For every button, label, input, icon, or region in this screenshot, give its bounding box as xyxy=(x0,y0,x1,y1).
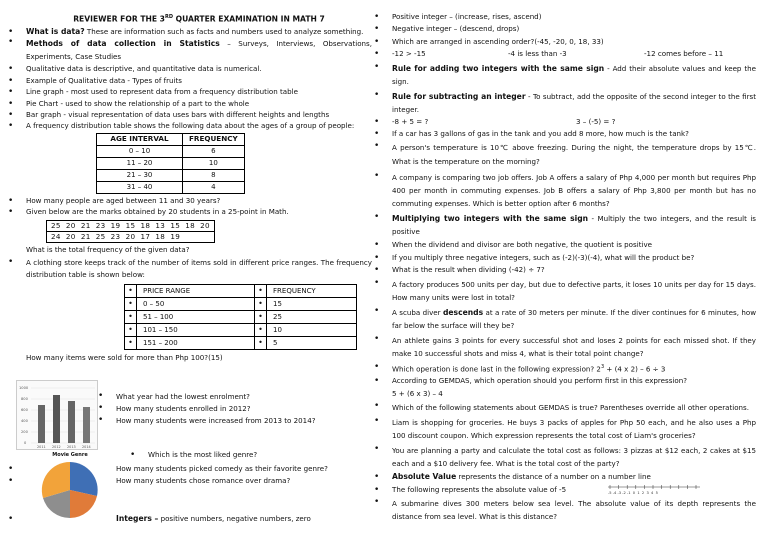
list-item: • Which operation is done last in the following expression? $2^3 + (4$ x 2) – 6 ÷ 3 xyxy=(392,362,756,375)
number-line-labels: -5 -4 -3 -2 -1 0 1 2 3 4 5 xyxy=(608,490,658,495)
table-cell: 8 xyxy=(183,169,245,181)
pie-questions xyxy=(116,463,328,487)
bullet-marks: • • xyxy=(8,464,14,486)
list-item: How many students chose romance over drama? xyxy=(116,476,291,485)
list-item: • Absolute Value represents the distance of a number on a number line xyxy=(392,472,756,482)
bar xyxy=(83,407,90,443)
table-cell: 25 xyxy=(267,310,357,323)
table-cell: 0 – 10 xyxy=(97,145,183,157)
list-item: • Example of Qualitative data - Types of fruits xyxy=(26,76,372,86)
list-item: How many students picked comedy as their favorite genre? xyxy=(116,464,328,473)
bar-chart-svg xyxy=(17,381,99,451)
list-item: • The following represents the absolute value of -5 -5 -4 -3 -2 -1 0 1 2 3 4 5 xyxy=(392,485,756,495)
price-frequency-table xyxy=(124,284,357,350)
table-cell: 51 – 100 xyxy=(137,310,255,323)
left-column xyxy=(26,12,372,363)
bar-chart-image xyxy=(16,380,98,450)
pie-slice xyxy=(70,462,98,496)
list-item: • What year had the lowest enrolment? xyxy=(116,391,315,403)
list-item: • You are planning a party and calculate the total cost as follows: 3 pizzas at $12 each, 2 cakes at $15 each and a $10 delivery fee. What is the total cost of the party? xyxy=(392,444,756,470)
pie-chart-svg xyxy=(30,458,110,522)
table-header: FREQUENCY xyxy=(267,284,357,297)
list-item: • A clothing store keeps track of the number of items sold in different price ranges. The frequency distribution table is shown below: xyxy=(26,257,372,282)
table-cell: 5 xyxy=(267,336,357,349)
bar xyxy=(53,395,60,443)
list-item: • Negative integer – (descend, drops) xyxy=(392,24,756,34)
integers-line: • Integers – positive numbers, negative numbers, zero xyxy=(8,514,311,524)
table-row xyxy=(97,169,245,181)
table-cell: 11 – 20 xyxy=(97,157,183,169)
bar-questions xyxy=(116,391,315,427)
table-row xyxy=(97,145,245,157)
list-item: • Qualitative data is descriptive, and quantitative data is numerical. xyxy=(26,64,372,74)
table-header: AGE INTERVAL xyxy=(97,133,183,145)
list-item: • How many people are aged between 11 and 30 years? xyxy=(26,196,372,206)
number-line-svg xyxy=(606,483,702,495)
number-line xyxy=(606,483,702,495)
page-title: REVIEWER FOR THE 3RD QUARTER EXAMINATION IN MATH 7 xyxy=(73,14,325,24)
list-item: • How many students were increased from 2013 to 2014? xyxy=(116,415,315,427)
table-row: • 51 – 100 • 25 xyxy=(125,310,357,323)
list-item: • An athlete gains 3 points for every successful shot and loses 2 points for each missed shot. If they make 10 successful shots and miss 4, what is their total point change? xyxy=(392,334,756,360)
tick-label: 400 xyxy=(21,419,28,423)
table-cell: 10 xyxy=(267,323,357,336)
pie-q1 xyxy=(148,450,257,459)
tick-label: 2013 xyxy=(67,445,76,449)
table-row: • 151 – 200 • 5 xyxy=(125,336,357,349)
list-item: • According to GEMDAS, which operation should you perform first in this expression? xyxy=(392,376,756,386)
table-cell: 151 – 200 xyxy=(137,336,255,349)
list-item: • Multiplying two integers with the same sign - Multiply the two integers, and the result is positive xyxy=(392,212,756,238)
tick-label: 600 xyxy=(21,408,28,412)
table-cell: 10 xyxy=(183,157,245,169)
table-cell: 24 20 21 25 23 20 17 18 19 xyxy=(47,232,215,243)
tick-label: 2011 xyxy=(37,445,46,449)
table-cell: 31 – 40 xyxy=(97,181,183,193)
pie-title: Movie Genre xyxy=(52,452,88,458)
list-item: • A company is comparing two job offers. Job A offers a salary of Php 4,000 per month but requires Php 400 per month in commuting expenses. Job B offers a salary of Php 3,800 per month but has no commuting expenses. Which is better option after 6 months? xyxy=(392,171,756,210)
bar xyxy=(68,401,75,443)
table-row: • 0 – 50 • 15 xyxy=(125,297,357,310)
tick-label: 800 xyxy=(21,397,28,401)
list-item: • Rule for subtracting an integer - To subtract, add the opposite of the second integer to the first integer. xyxy=(392,90,756,116)
table-row: • 101 – 150 • 10 xyxy=(125,323,357,336)
list-item: • Line graph - most used to represent data from a frequency distribution table xyxy=(26,87,372,97)
list-item: • What is data? These are information such as facts and numbers used to analyze something. xyxy=(26,27,372,37)
right-column xyxy=(392,12,756,523)
table-cell: 4 xyxy=(183,181,245,193)
table-row: • PRICE RANGE • FREQUENCY xyxy=(125,284,357,297)
table-row xyxy=(47,232,215,243)
table-cell: 15 xyxy=(267,297,357,310)
list-item: • Which of the following statements about GEMDAS is true? Parentheses override all other operations. xyxy=(392,401,756,414)
list-item: • If you multiply three negative integers, such as (-2)(-3)(-4), what will the product be? xyxy=(392,253,756,263)
table-row xyxy=(97,181,245,193)
tick-label: 1000 xyxy=(19,386,29,390)
list-item: • If a car has 3 gallons of gas in the tank and you add 8 more, how much is the tank? xyxy=(392,129,756,139)
list-item: • -12 > -15 -4 is less than -3 -12 comes before – 11 xyxy=(392,49,756,59)
list-item: • Rule for adding two integers with the same sign - Add their absolute values and keep the sign. xyxy=(392,62,756,88)
table-cell: 6 xyxy=(183,145,245,157)
list-item: • A submarine dives 300 meters below sea level. The absolute value of its depth represents the distance from sea level. What is this distance? xyxy=(392,497,756,523)
list-item: • Which are arranged in ascending order?(-45, -20, 0, 18, 33) xyxy=(392,37,756,47)
list-item: • Which is the most liked genre? xyxy=(148,450,257,459)
tick-label: 2014 xyxy=(82,445,91,449)
question-text: What is the total frequency of the given data? xyxy=(26,245,190,255)
list-item: • Bar graph - visual representation of data uses bars with different heights and lengths xyxy=(26,110,372,120)
tick-label: 200 xyxy=(21,430,28,434)
list-item: • Liam is shopping for groceries. He buys 3 packs of apples for Php 50 each, and he also uses a Php 100 discount coupon. Which expression represents the total cost of Liam's groceries? xyxy=(392,416,756,442)
table-row xyxy=(97,157,245,169)
list-item: • Positive integer – (increase, rises, ascend) xyxy=(392,12,756,22)
list-item: • How many students enrolled in 2012? xyxy=(116,403,315,415)
list-item: • A frequency distribution table shows the following data about the ages of a group of people: xyxy=(26,121,372,131)
scores-table xyxy=(46,220,215,244)
list-item: • When the dividend and divisor are both negative, the quotient is positive xyxy=(392,240,756,250)
table-header: PRICE RANGE xyxy=(137,284,255,297)
list-item: • Methods of data collection in Statistics – Surveys, Interviews, Observations, Experiments, Case Studies xyxy=(26,37,372,63)
expression-text: 5 + (6 x 3) – 4 xyxy=(392,388,443,398)
list-item: • Pie Chart - used to show the relationship of a part to the whole xyxy=(26,99,372,109)
list-item: • Given below are the marks obtained by 20 students in a 25-point in Math. xyxy=(26,207,372,217)
list-item: • A person's temperature is 10℃ above freezing. During the night, the temperature drops by 15℃. What is the temperature on the morning? xyxy=(392,141,756,169)
list-item: • What is the result when dividing (-42) ÷ 7? xyxy=(392,265,756,275)
table-row xyxy=(47,220,215,231)
list-item: • -8 + 5 = ? 3 – (-5) = ? xyxy=(392,117,756,127)
list-item: • A scuba diver descends at a rate of 30 meters per minute. If the diver continues for 6 minutes, how far below the surface will they be? xyxy=(392,306,756,332)
question-text: How many items were sold for more than Php 100?(15) xyxy=(26,352,223,362)
pie-chart-image xyxy=(30,452,110,522)
table-cell: 21 – 30 xyxy=(97,169,183,181)
tick-label: 2012 xyxy=(52,445,61,449)
table-header: FREQUENCY xyxy=(183,133,245,145)
table-cell: 25 20 21 23 19 15 18 13 15 18 20 xyxy=(47,220,215,231)
tick-label: 0 xyxy=(24,441,27,445)
bar xyxy=(38,405,45,443)
table-cell: 0 – 50 xyxy=(137,297,255,310)
list-item: • A factory produces 500 units per day, but due to defective parts, it loses 10 units per day for 15 days. How many units were lost in total? xyxy=(392,278,756,304)
table-cell: 101 – 150 xyxy=(137,323,255,336)
age-frequency-table xyxy=(96,133,245,194)
